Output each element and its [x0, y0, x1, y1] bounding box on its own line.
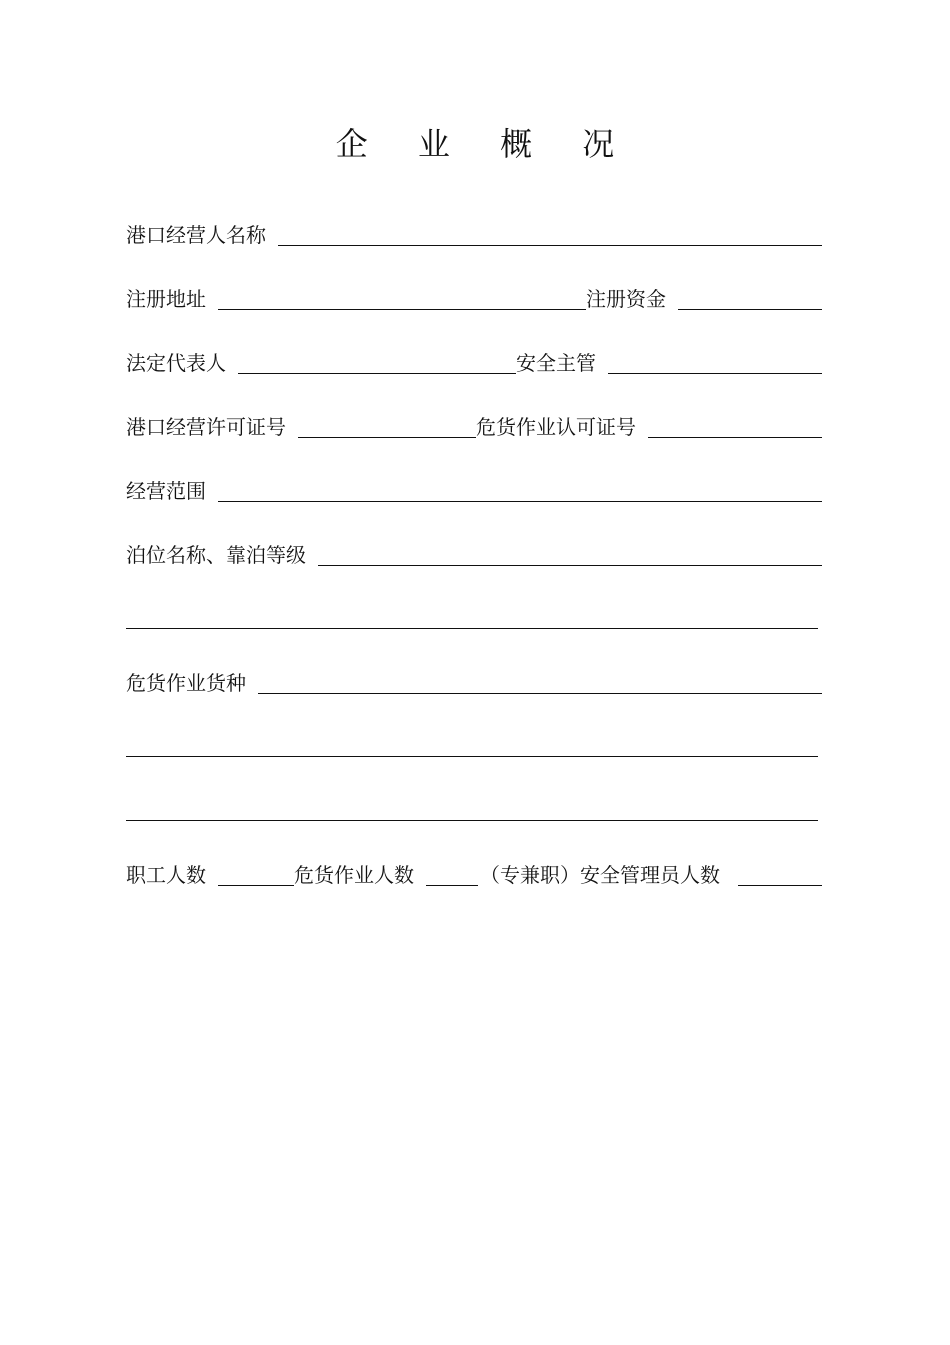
hazmat-cert-field[interactable]: [648, 415, 822, 438]
legal-rep-field[interactable]: [238, 351, 516, 374]
berth-continuation-line[interactable]: [126, 628, 818, 629]
hazmat-cargo-label: 危货作业货种: [126, 671, 246, 695]
hazmat-staff-field[interactable]: [426, 863, 478, 886]
staff-count-field[interactable]: [218, 863, 294, 886]
title-char: 企: [335, 125, 368, 163]
operator-name-field[interactable]: [278, 223, 822, 246]
berth-row: [126, 540, 822, 570]
reg-address-field[interactable]: [218, 287, 586, 310]
safety-officers-field[interactable]: [738, 863, 822, 886]
title-char: 业: [417, 125, 450, 163]
berth-field[interactable]: [318, 543, 822, 566]
operator-name-row: [126, 220, 822, 250]
business-scope-row: [126, 476, 822, 506]
legal-rep-label: 法定代表人: [126, 351, 226, 375]
port-license-field[interactable]: [298, 415, 476, 438]
staff-row: [126, 860, 822, 890]
safety-officers-label: （专兼职）安全管理员人数: [480, 863, 720, 887]
hazmat-staff-label: 危货作业人数: [294, 863, 414, 887]
registration-row: [126, 284, 822, 314]
page-title: [0, 122, 950, 166]
reg-address-label: 注册地址: [126, 287, 206, 311]
title-char: 况: [582, 125, 615, 163]
hazmat-cert-label: 危货作业认可证号: [476, 415, 636, 439]
safety-head-label: 安全主管: [516, 351, 596, 375]
hazmat-cargo-field[interactable]: [258, 671, 822, 694]
business-scope-label: 经营范围: [126, 479, 206, 503]
reg-capital-field[interactable]: [678, 287, 822, 310]
berth-label: 泊位名称、靠泊等级: [126, 543, 306, 567]
hazmat-cargo-row: [126, 668, 822, 698]
reg-capital-label: 注册资金: [586, 287, 666, 311]
safety-head-field[interactable]: [608, 351, 822, 374]
license-row: [126, 412, 822, 442]
port-license-label: 港口经营许可证号: [126, 415, 286, 439]
legal-rep-row: [126, 348, 822, 378]
hazmat-cargo-continuation-line-2[interactable]: [126, 820, 818, 821]
staff-count-label: 职工人数: [126, 863, 206, 887]
business-scope-field[interactable]: [218, 479, 822, 502]
title-char: 概: [500, 125, 533, 163]
hazmat-cargo-continuation-line-1[interactable]: [126, 756, 818, 757]
operator-name-label: 港口经营人名称: [126, 223, 266, 247]
